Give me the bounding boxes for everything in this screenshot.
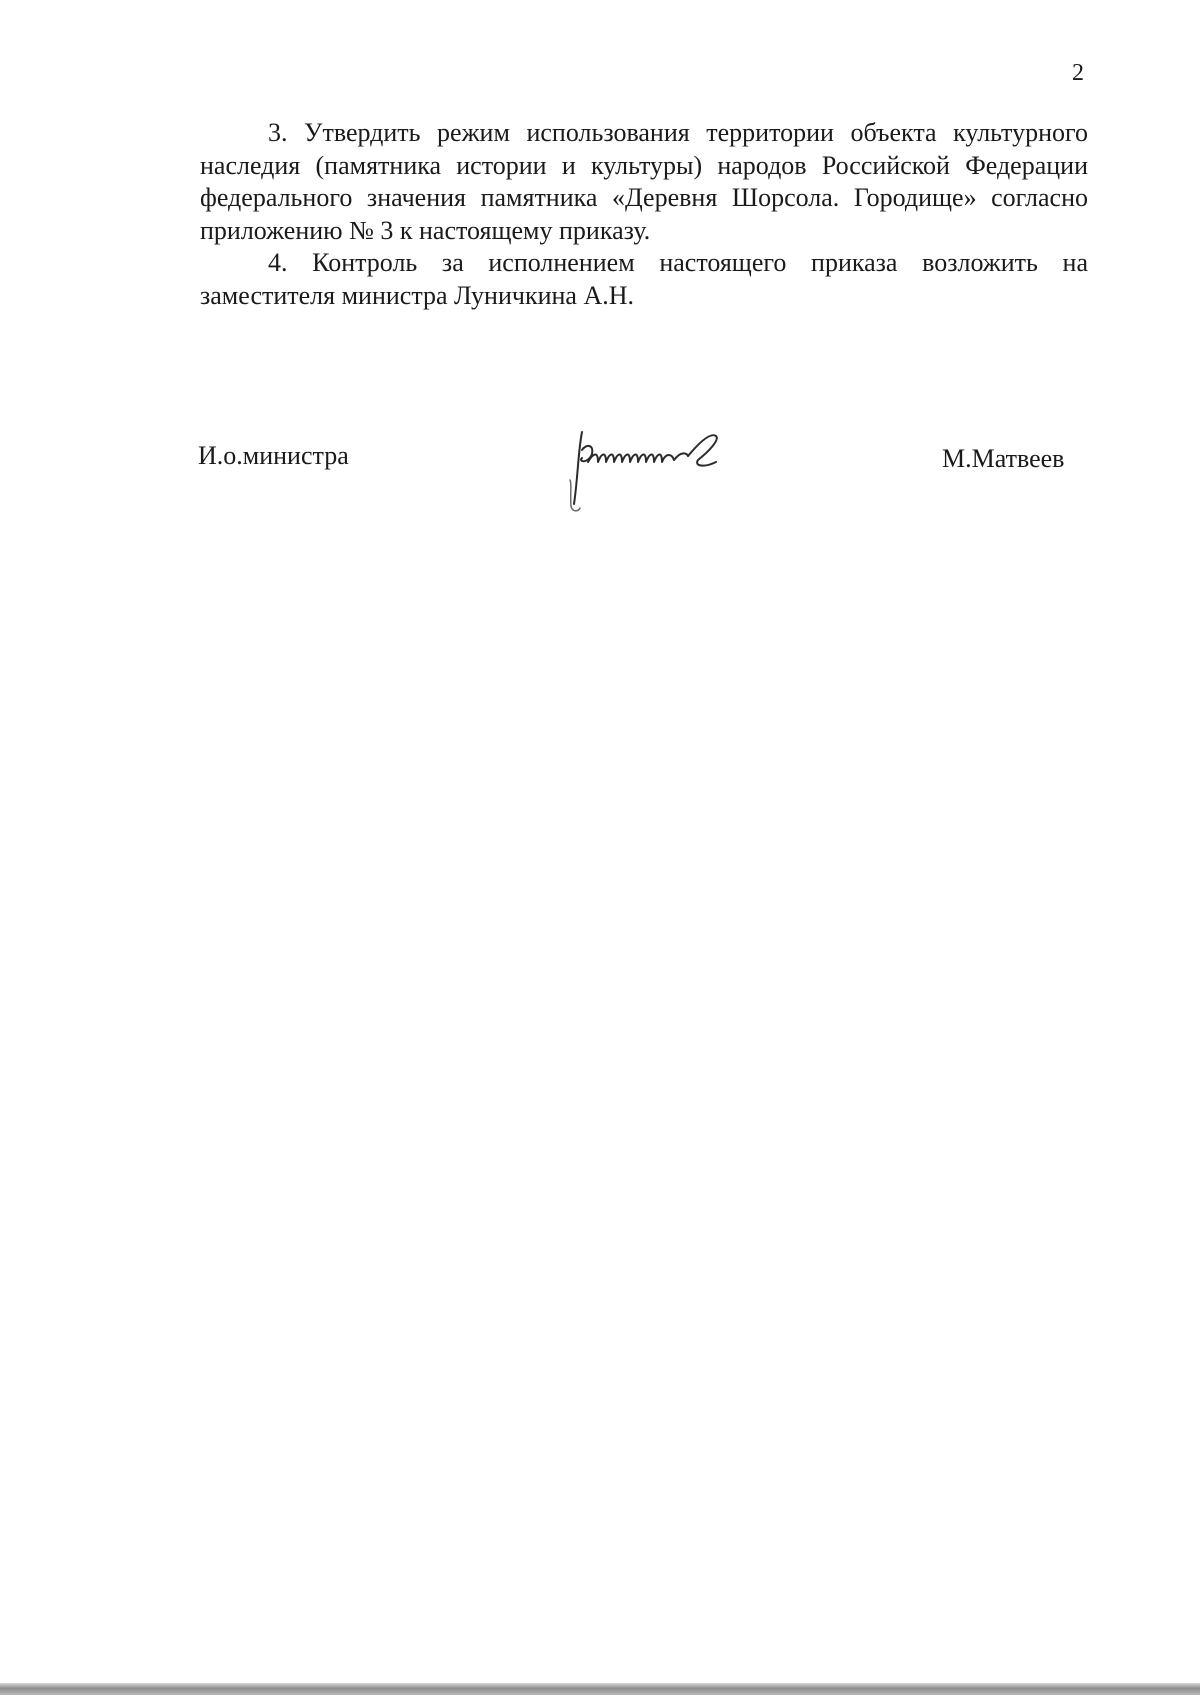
handwritten-signature-icon [548, 422, 748, 522]
paragraph-item-3: 3. Утвердить режим использования территории объекта культурного наследия (памятника истории и культуры) народов Российской Федерации федерального значения памятника «Деревня Шорсола. Городище» согласно приложению № 3 к настоящему приказу. [200, 118, 1088, 245]
signature-block [0, 0, 1200, 540]
page-number: 2 [1072, 60, 1084, 86]
signatory-name: М.Матвеев [942, 444, 1065, 473]
scan-edge-divider [0, 1683, 1200, 1695]
paragraph-item-4: 4. Контроль за исполнением настоящего приказа возложить на заместителя министра Луничкина А.Н. [200, 248, 1088, 310]
signatory-title: И.о.министра [198, 441, 349, 470]
